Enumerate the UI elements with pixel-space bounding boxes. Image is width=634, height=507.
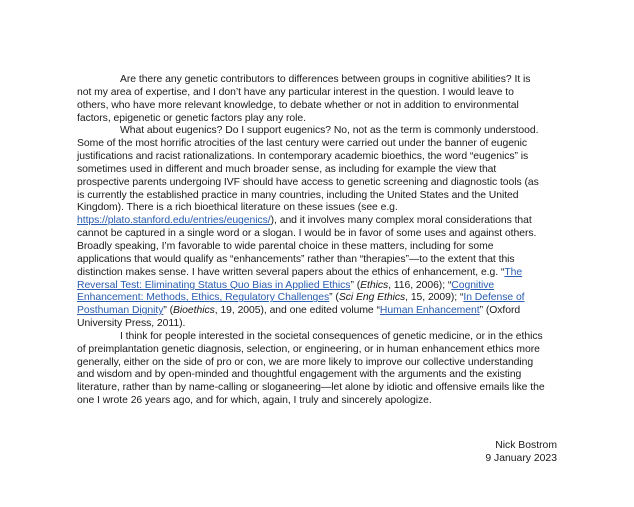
text-line xyxy=(77,267,577,280)
sep-eugenics-link[interactable]: https://plato.stanford.edu/entries/eugenics/ xyxy=(77,215,271,227)
paragraph-1 xyxy=(77,74,577,125)
text-line xyxy=(77,280,577,293)
paragraph-3 xyxy=(77,331,577,408)
journal-name: Sci Eng Ethics xyxy=(338,292,406,304)
cognitive-enhancement-link[interactable]: Cognitive xyxy=(451,279,495,291)
text-line: I think for people interested in the societal consequences of genetic medicine, or in the ethics xyxy=(120,330,543,342)
text-line: justifications and racist rationalizations. In contemporary academic bioethics, the word “eugenics” is xyxy=(77,151,529,163)
text-line xyxy=(77,305,577,318)
reversal-test-link[interactable]: Reversal Test: Eliminating Status Quo Bias in Applied Ethics xyxy=(77,279,351,291)
text-line: University Press, 2011). xyxy=(77,318,186,330)
text-line: factors, epigenetic or genetic factors play any role. xyxy=(77,112,306,124)
paragraph-2 xyxy=(77,125,577,331)
letter-body xyxy=(77,74,577,408)
text-line xyxy=(77,292,577,305)
text-fragment: ” ( xyxy=(350,279,361,291)
text-line: cannot be captured in a single word or a slogan. I would be in favor of some uses and against others. xyxy=(77,228,537,240)
text-fragment: , 19, 2005), and one edited volume “ xyxy=(214,305,380,317)
text-fragment: ” ( xyxy=(163,305,174,317)
text-fragment: , 15, 2009); “ xyxy=(405,292,464,304)
journal-name: Ethics xyxy=(360,279,389,291)
text-line: prospective parents undergoing IVF should have access to genetic screening and diagnostic tools (as xyxy=(77,176,539,188)
text-line: applications that would qualify as “enhancements” rather than “therapies”—to the extent that this xyxy=(77,253,515,265)
text-line xyxy=(77,215,577,228)
text-line: Some of the most horrific atrocities of the last century were carried out under the banner of eugenic xyxy=(77,138,528,150)
text-line: and wisdom and by open-minded and thoughtful engagement with the arguments and the existing xyxy=(77,369,522,381)
text-line: Are there any genetic contributors to differences between groups in cognitive abilities? It is xyxy=(120,74,531,85)
text-fragment: distinction makes sense. I have written several papers about the ethics of enhancement, e.g. “ xyxy=(77,266,505,278)
text-line: generally, either on the side of pro or con, we are more likely to improve our collective understanding xyxy=(77,356,534,368)
text-line: is currently the established practice in many countries, including the United States and the United xyxy=(77,189,519,201)
posthuman-dignity-link[interactable]: Posthuman Dignity xyxy=(77,305,164,317)
signature-block xyxy=(485,440,557,466)
posthuman-dignity-link[interactable]: In Defense of xyxy=(463,292,525,304)
signature-name: Nick Bostrom xyxy=(495,440,557,451)
text-line: Kingdom). There is a rich bioethical literature on these issues (see e.g. xyxy=(77,202,398,214)
text-line: of preimplantation genetic diagnosis, selection, or engineering, or in human enhancement ethics more xyxy=(77,343,540,355)
text-line: Broadly speaking, I’m favorable to wide parental choice in these matters, including for some xyxy=(77,240,494,252)
reversal-test-link[interactable]: The xyxy=(504,266,523,278)
text-line: one I wrote 26 years ago, and for which, again, I truly and sincerely apologize. xyxy=(77,395,432,407)
human-enhancement-link[interactable]: Human Enhancement xyxy=(379,305,480,317)
journal-name: Bioethics xyxy=(173,305,215,317)
cognitive-enhancement-link[interactable]: Enhancement: Methods, Ethics, Regulatory Challenges xyxy=(77,292,330,304)
text-line: others, who have more relevant knowledge, to debate whether or not in addition to environmental xyxy=(77,99,519,111)
text-fragment: , 116, 2006); “ xyxy=(388,279,452,291)
signature-date: 9 January 2023 xyxy=(485,452,557,464)
text-fragment: ” (Oxford xyxy=(479,305,521,317)
text-line: What about eugenics? Do I support eugenics? No, not as the term is commonly understood. xyxy=(120,125,539,137)
text-line: not my area of expertise, and I don’t have any particular interest in the question. I would leave to xyxy=(77,86,514,98)
text-fragment: ), and it involves many complex moral considerations that xyxy=(270,215,532,227)
text-line: sometimes used in different and much broader sense, as including for example the view that xyxy=(77,163,497,175)
text-fragment: ” ( xyxy=(329,292,339,304)
text-line: literature, rather than by name-calling or sloganeering—let alone by idiotic and offensive emails like the xyxy=(77,382,545,394)
